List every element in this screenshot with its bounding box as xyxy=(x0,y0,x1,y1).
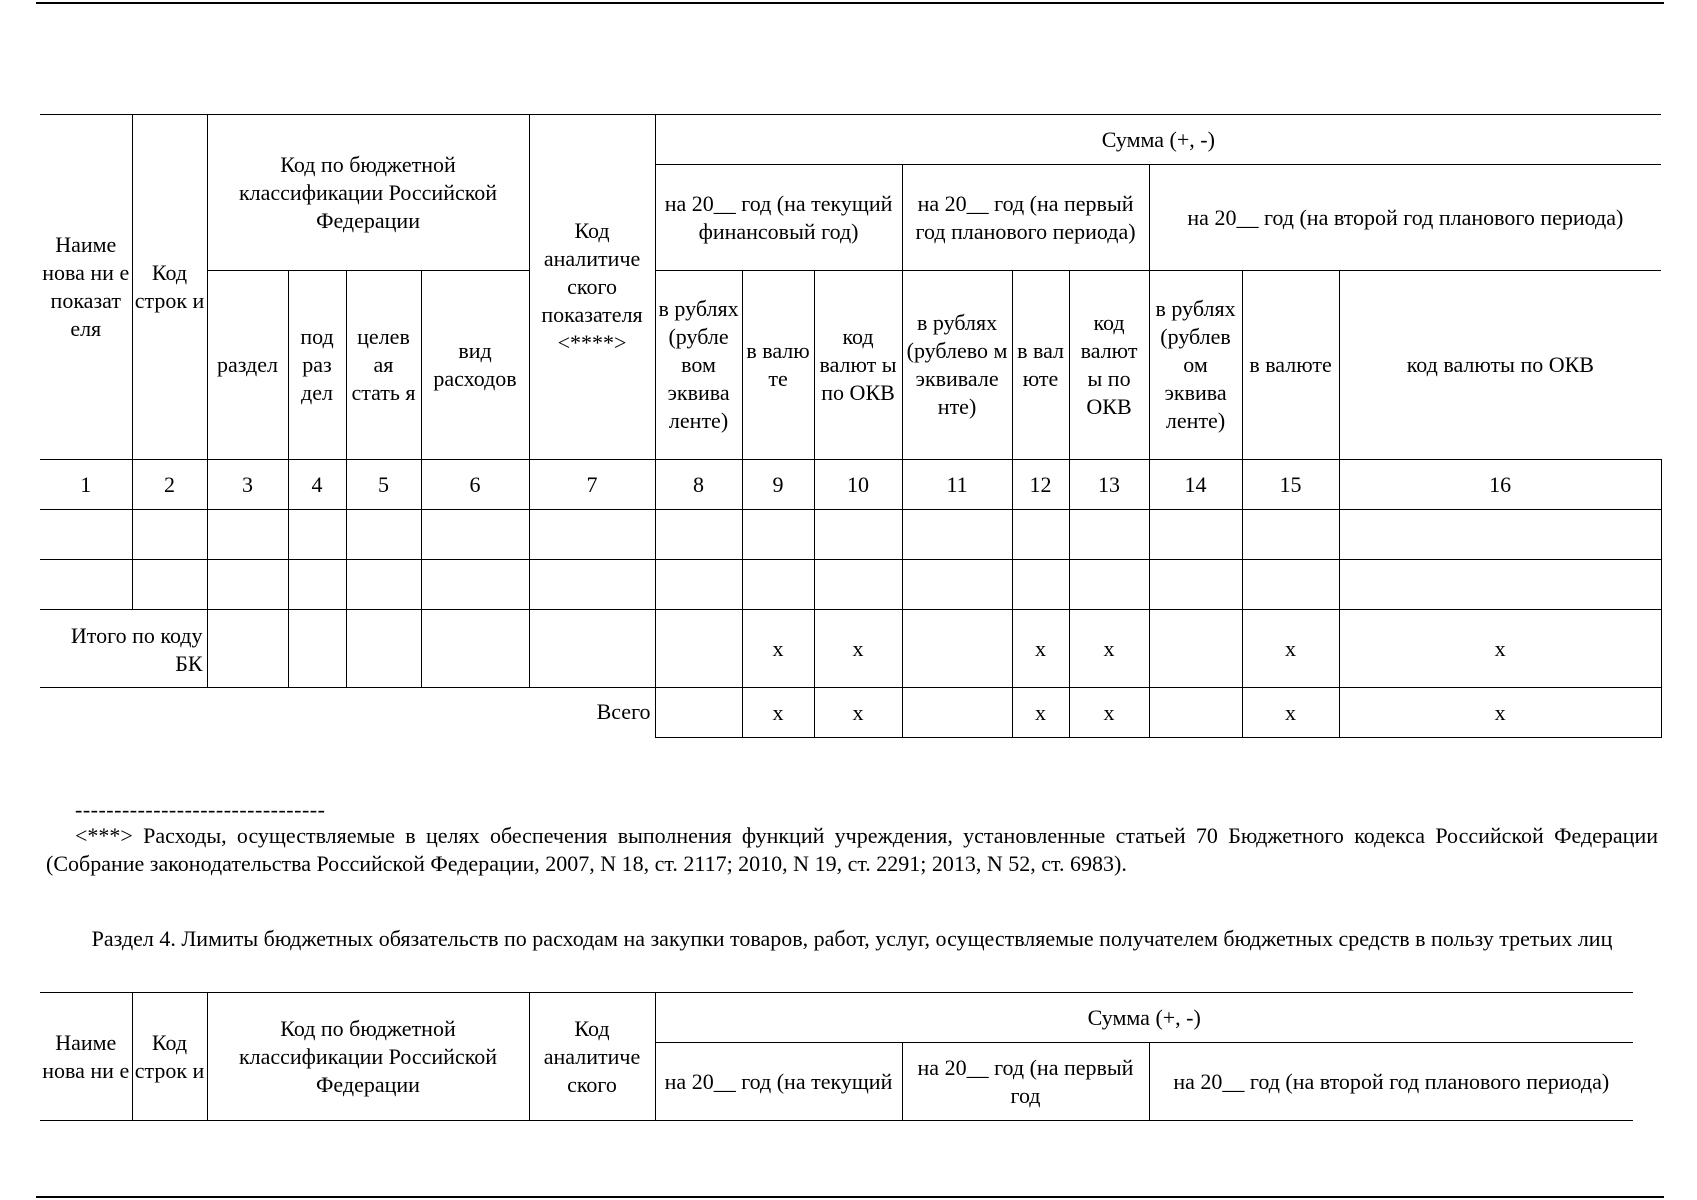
header-year-plan2: на 20__ год (на второй год планового периода) xyxy=(1149,165,1661,271)
x-mark: x xyxy=(1339,688,1661,738)
x-mark: x xyxy=(1012,688,1069,738)
header-y3-okv: код валюты по ОКВ xyxy=(1339,271,1661,460)
header-year-plan1: на 20__ год (на первый год планового периода) xyxy=(902,165,1149,271)
x-mark: x xyxy=(1069,610,1149,688)
table-cell xyxy=(1069,510,1149,560)
table-cell xyxy=(40,510,132,560)
table-cell xyxy=(655,560,742,610)
header-sum: Сумма (+, -) xyxy=(655,993,1633,1043)
table-cell xyxy=(902,688,1012,738)
header-year-plan1: на 20__ год (на первый год xyxy=(902,1043,1149,1121)
col-number: 14 xyxy=(1149,460,1242,510)
table-cell xyxy=(742,510,814,560)
table-cell xyxy=(1012,510,1069,560)
table-cell xyxy=(529,560,655,610)
table-cell xyxy=(132,560,207,610)
header-y2-currency: в вал юте xyxy=(1012,271,1069,460)
bottom-rule xyxy=(36,1196,1664,1198)
col-number: 9 xyxy=(742,460,814,510)
header-row-code: Код строк и xyxy=(132,993,207,1121)
table-cell xyxy=(529,510,655,560)
table-cell xyxy=(207,560,288,610)
col-number: 10 xyxy=(814,460,902,510)
x-mark: x xyxy=(814,688,902,738)
footnote-separator: -------------------------------- xyxy=(75,797,326,822)
header-analytic-code: Код аналитиче ского xyxy=(529,993,655,1121)
table-cell xyxy=(902,560,1012,610)
header-y2-rub: в рублях (рублево м эквивале нте) xyxy=(902,271,1012,460)
header-y3-currency: в валюте xyxy=(1242,271,1339,460)
header-year-current: на 20__ год (на текущий финансовый год) xyxy=(655,165,902,271)
x-mark: x xyxy=(742,688,814,738)
table-cell xyxy=(742,560,814,610)
header-y1-rub: в рублях (рубле вом эквива ленте) xyxy=(655,271,742,460)
table-cell xyxy=(346,610,421,688)
table-cell xyxy=(1339,560,1661,610)
header-y1-okv: код валют ы по ОКВ xyxy=(814,271,902,460)
header-bk-code: Код по бюджетной классификации Российской Федерации xyxy=(207,115,529,271)
header-section: раздел xyxy=(207,271,288,460)
table-cell xyxy=(814,510,902,560)
table-cell xyxy=(1149,510,1242,560)
header-analytic-code: Код аналитиче ского показателя <****> xyxy=(529,115,655,460)
col-number: 2 xyxy=(132,460,207,510)
table-cell xyxy=(529,610,655,688)
table-cell xyxy=(1149,560,1242,610)
x-mark: x xyxy=(1242,610,1339,688)
x-mark: x xyxy=(1242,688,1339,738)
header-expense-type: вид расходов xyxy=(421,271,529,460)
top-rule xyxy=(36,2,1664,4)
table-cell xyxy=(207,610,288,688)
x-mark: x xyxy=(814,610,902,688)
table-cell xyxy=(421,510,529,560)
total-bk-row xyxy=(40,610,1661,688)
table-cell xyxy=(814,560,902,610)
table-cell xyxy=(1069,560,1149,610)
table-cell xyxy=(902,610,1012,688)
table-cell xyxy=(1339,510,1661,560)
x-mark: x xyxy=(1012,610,1069,688)
section-4-title: Раздел 4. Лимиты бюджетных обязательств по расходам на закупки товаров, работ, услуг, осуществляемые получателем бюджетных средств в пользу третьих лиц xyxy=(91,926,1613,951)
grand-total-label: Всего xyxy=(40,688,655,738)
table-cell xyxy=(288,610,346,688)
col-number: 8 xyxy=(655,460,742,510)
table-cell xyxy=(207,510,288,560)
col-number: 16 xyxy=(1339,460,1661,510)
table-cell xyxy=(655,688,742,738)
table-row xyxy=(40,510,1661,560)
header-target-article: целев ая стать я xyxy=(346,271,421,460)
col-number: 6 xyxy=(421,460,529,510)
table-cell xyxy=(1242,510,1339,560)
col-number: 13 xyxy=(1069,460,1149,510)
header-y2-okv: код валют ы по ОКВ xyxy=(1069,271,1149,460)
header-year-current: на 20__ год (на текущий xyxy=(655,1043,902,1121)
table-cell xyxy=(40,560,132,610)
col-number: 15 xyxy=(1242,460,1339,510)
table-cell xyxy=(655,510,742,560)
header-indicator-name: Наиме нова ни е xyxy=(40,993,132,1121)
table-cell xyxy=(1149,688,1242,738)
col-number: 5 xyxy=(346,460,421,510)
table-cell xyxy=(346,510,421,560)
table-cell xyxy=(902,510,1012,560)
col-number: 12 xyxy=(1012,460,1069,510)
x-mark: x xyxy=(742,610,814,688)
table-cell xyxy=(655,610,742,688)
limits-table-section3 xyxy=(40,114,1662,738)
header-indicator-name: Наиме нова ни е показат еля xyxy=(40,115,132,460)
table-cell xyxy=(346,560,421,610)
col-number: 1 xyxy=(40,460,132,510)
col-number: 3 xyxy=(207,460,288,510)
table-cell xyxy=(421,560,529,610)
table-cell xyxy=(1012,560,1069,610)
col-number: 11 xyxy=(902,460,1012,510)
limits-table-section4 xyxy=(40,992,1633,1121)
x-mark: x xyxy=(1339,610,1661,688)
header-row-code: Код строк и xyxy=(132,115,207,460)
header-y3-rub: в рублях (рублев ом эквива ленте) xyxy=(1149,271,1242,460)
footnote-text: <***> Расходы, осуществляемые в целях обеспечения выполнения функций учреждения, установленные статьей 70 Бюджетного кодекса Российской Федерации (Собрание законодательства Российской Федерации, 2007, N 18, ст. 2117; 2010, N 19, ст. 2291; 2013, N 52, ст. 6983). xyxy=(46,823,1658,876)
table-cell xyxy=(132,510,207,560)
x-mark: x xyxy=(1069,688,1149,738)
table-cell xyxy=(1149,610,1242,688)
total-bk-label: Итого по коду БК xyxy=(40,610,207,688)
table-row xyxy=(40,560,1661,610)
col-number: 4 xyxy=(288,460,346,510)
grand-total-row xyxy=(40,688,1661,738)
header-subsection: под раз дел xyxy=(288,271,346,460)
table-cell xyxy=(288,510,346,560)
header-bk-code: Код по бюджетной классификации Российской Федерации xyxy=(207,993,529,1121)
col-number: 7 xyxy=(529,460,655,510)
table-cell xyxy=(288,560,346,610)
table-cell xyxy=(1242,560,1339,610)
table-cell xyxy=(421,610,529,688)
header-year-plan2: на 20__ год (на второй год планового периода) xyxy=(1149,1043,1633,1121)
header-y1-currency: в валю те xyxy=(742,271,814,460)
header-sum: Сумма (+, -) xyxy=(655,115,1661,165)
